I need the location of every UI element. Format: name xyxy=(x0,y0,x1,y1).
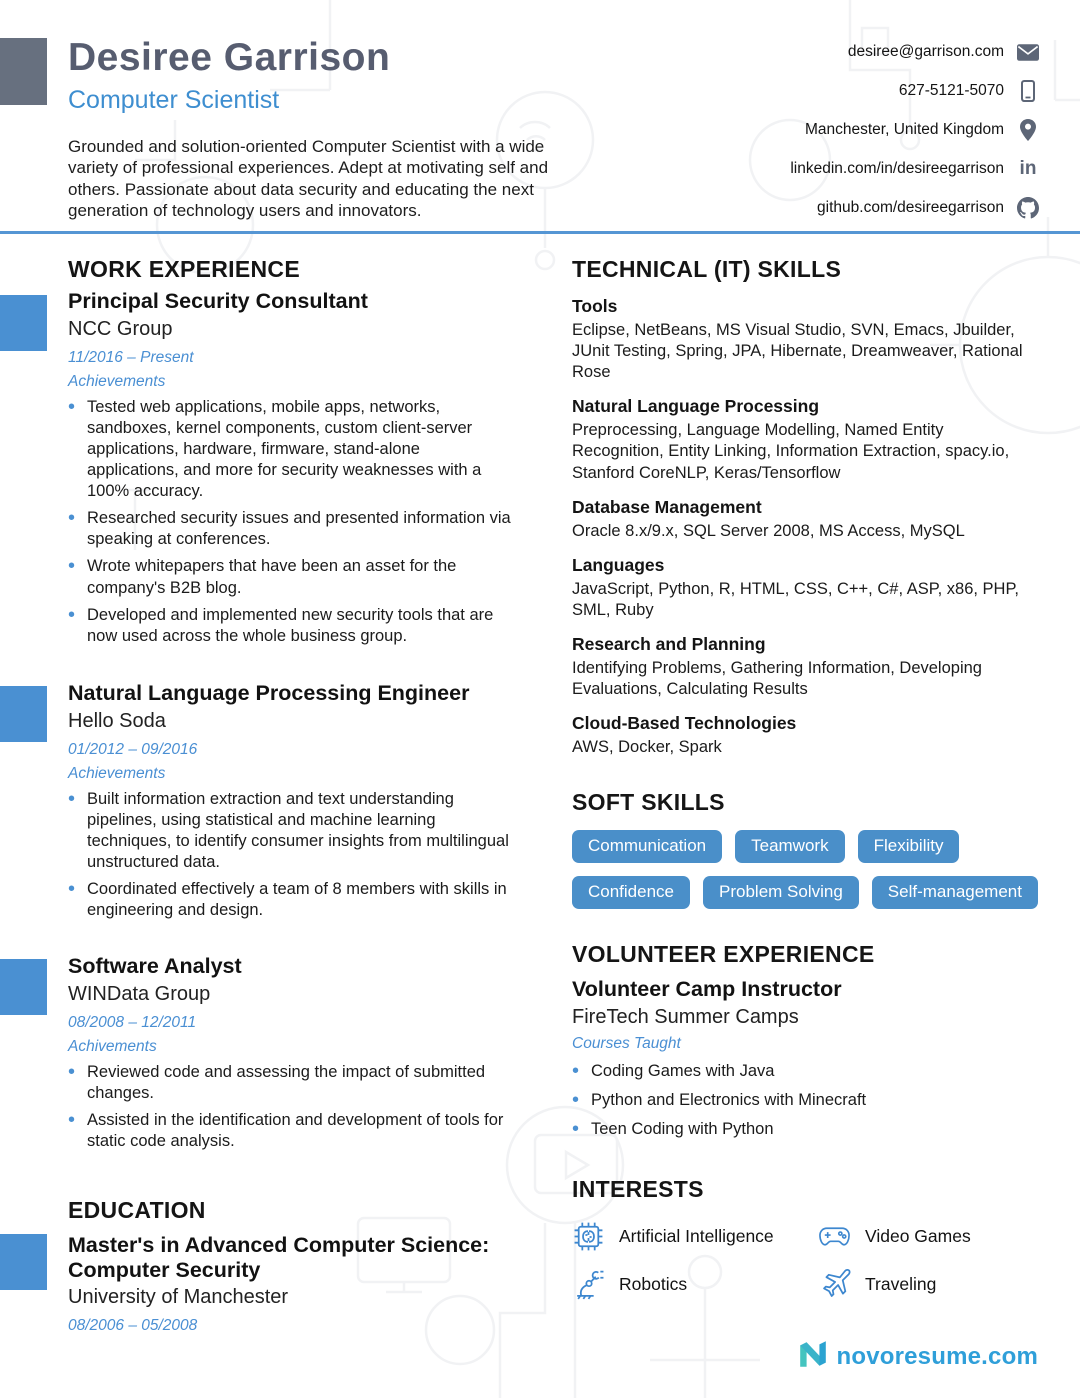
volunteer-courses-label: Courses Taught xyxy=(572,1034,681,1052)
job-dates: 01/2012 – 09/2016 xyxy=(68,740,198,758)
interest-label: Artificial Intelligence xyxy=(619,1226,774,1246)
gamepad-icon xyxy=(818,1220,851,1253)
linkedin-icon: in xyxy=(1019,158,1037,179)
section-marker-square xyxy=(0,1234,47,1290)
volunteer-bullet-list xyxy=(572,1061,1034,1140)
skill-group-body: JavaScript, Python, R, HTML, CSS, C++, C#, ASP, x86, PHP, SML, Ruby xyxy=(572,579,1019,619)
skill-group-title: Research and Planning xyxy=(572,633,766,654)
bullet-item: • Assisted in the identification and development of tools for static code analysis. xyxy=(68,1110,513,1152)
job-entry xyxy=(68,954,513,1152)
section-marker-square xyxy=(0,686,47,742)
bullet-item: • Coordinated effectively a team of 8 members with skills in engineering and design. xyxy=(68,879,513,921)
person-job-title: Computer Scientist xyxy=(68,86,280,114)
job-title: Natural Language Processing Engineer xyxy=(68,681,470,705)
job-bullet-list xyxy=(68,397,513,647)
section-heading-education: EDUCATION xyxy=(68,1197,206,1223)
profile-summary: Grounded and solution-oriented Computer Scientist with a wide variety of professional experiences. Adept at motivating self and others. Passionate about data security and educating the next generation of technology users and innovators. xyxy=(68,137,549,221)
soft-skill-pill: Teamwork xyxy=(735,830,844,863)
soft-skill-pill: Self-management xyxy=(872,876,1038,909)
skill-group-title: Natural Language Processing xyxy=(572,396,820,417)
location-pin-icon xyxy=(1016,118,1040,142)
contact-github[interactable] xyxy=(790,196,1040,220)
interest-item xyxy=(572,1220,818,1253)
technical-skills-section xyxy=(572,256,1034,758)
job-bullet-list xyxy=(68,789,513,922)
interest-item xyxy=(818,1220,1047,1253)
job-achievements-label: Achievements xyxy=(68,764,166,782)
skill-group-title: Database Management xyxy=(572,496,762,517)
job-achievements-label: Achivements xyxy=(68,1037,157,1055)
header xyxy=(68,36,578,222)
interest-label: Video Games xyxy=(865,1226,971,1246)
bullet-item: • Python and Electronics with Minecraft xyxy=(572,1090,1034,1111)
brand-text: novoresume.com xyxy=(836,1342,1038,1370)
volunteer-org: FireTech Summer Camps xyxy=(572,1005,799,1028)
interest-grid xyxy=(572,1220,1047,1301)
skill-group-title: Cloud-Based Technologies xyxy=(572,713,797,734)
education-section xyxy=(68,1197,528,1335)
skill-group xyxy=(572,555,1034,621)
job-dates: 11/2016 – Present xyxy=(68,348,194,366)
section-heading-interests: INTERESTS xyxy=(572,1176,704,1202)
education-school: University of Manchester xyxy=(68,1286,289,1309)
soft-skill-pills xyxy=(572,830,1047,909)
interests-section xyxy=(572,1176,1047,1301)
robot-arm-icon xyxy=(572,1268,605,1301)
phone-icon xyxy=(1016,79,1040,103)
soft-skill-pill: Flexibility xyxy=(858,830,960,863)
soft-skills-section xyxy=(572,789,1047,909)
bullet-item: • Coding Games with Java xyxy=(572,1061,1034,1082)
skill-group-body: AWS, Docker, Spark xyxy=(572,738,722,757)
interest-label: Traveling xyxy=(865,1274,937,1294)
section-heading-soft-skills: SOFT SKILLS xyxy=(572,789,725,815)
bullet-item: • Researched security issues and presented information via speaking at conferences. xyxy=(68,508,513,550)
job-bullet-list xyxy=(68,1062,513,1152)
interest-label: Robotics xyxy=(619,1274,688,1294)
job-entry xyxy=(68,289,513,647)
contact-phone-text: 627-5121-5070 xyxy=(898,82,1004,99)
bullet-item: • Teen Coding with Python xyxy=(572,1119,1034,1140)
contact-linkedin-text: linkedin.com/in/desireegarrison xyxy=(790,160,1004,177)
ai-chip-icon xyxy=(572,1220,605,1253)
skill-group xyxy=(572,713,1034,758)
education-dates: 08/2006 – 05/2008 xyxy=(68,1317,198,1335)
volunteer-title: Volunteer Camp Instructor xyxy=(572,977,842,1001)
contact-location xyxy=(790,118,1040,142)
interest-item xyxy=(818,1268,1047,1301)
skill-group-body: Eclipse, NetBeans, MS Visual Studio, SVN, Emacs, Jbuilder, JUnit Testing, Spring, JPA, Hibernate, Dreamweaver, Rational Rose xyxy=(572,321,1023,382)
education-degree: Master's in Advanced Computer Science: Computer Security xyxy=(68,1233,490,1282)
job-company: WINData Group xyxy=(68,982,211,1005)
section-marker-square xyxy=(0,959,47,1015)
job-title: Principal Security Consultant xyxy=(68,289,368,313)
bullet-item: • Wrote whitepapers that have been an asset for the company's B2B blog. xyxy=(68,556,513,598)
contact-email-text: desiree@garrison.com xyxy=(847,43,1004,60)
job-title: Software Analyst xyxy=(68,954,242,978)
person-name: Desiree Garrison xyxy=(68,36,391,79)
contact-phone xyxy=(790,79,1040,103)
soft-skill-pill: Communication xyxy=(572,830,722,863)
airplane-icon xyxy=(818,1268,851,1301)
soft-skill-pill: Confidence xyxy=(572,876,690,909)
job-entry xyxy=(68,681,513,921)
skill-group xyxy=(572,396,1034,483)
job-dates: 08/2008 – 12/2011 xyxy=(68,1013,197,1031)
skill-group xyxy=(572,497,1034,542)
contact-github-text: github.com/desireegarrison xyxy=(817,199,1004,216)
skill-group-body: Identifying Problems, Gathering Information, Developing Evaluations, Calculating Results xyxy=(572,658,982,699)
section-heading-volunteer: VOLUNTEER EXPERIENCE xyxy=(572,941,875,967)
section-marker-square xyxy=(0,295,47,351)
github-icon xyxy=(1016,196,1040,220)
job-company: Hello Soda xyxy=(68,709,166,732)
skill-group-body: Oracle 8.x/9.x, SQL Server 2008, MS Access, MySQL xyxy=(572,521,965,540)
section-heading-work-experience: WORK EXPERIENCE xyxy=(68,256,300,282)
header-accent-square xyxy=(0,38,47,105)
interest-item xyxy=(572,1268,818,1301)
contact-linkedin[interactable] xyxy=(790,157,1040,181)
skill-group-body: Preprocessing, Language Modelling, Named Entity Recognition, Entity Linking, Information Extraction, spacy.io, Stanford CoreNLP, Keras/Tensorflow xyxy=(572,421,1010,482)
contact-email[interactable] xyxy=(790,40,1040,64)
volunteer-section xyxy=(572,941,1034,1140)
novoresume-brand-link[interactable] xyxy=(797,1339,1038,1374)
section-heading-technical-skills: TECHNICAL (IT) SKILLS xyxy=(572,256,842,282)
email-icon xyxy=(1016,40,1040,64)
novoresume-logo-icon xyxy=(797,1339,829,1374)
soft-skill-pill: Problem Solving xyxy=(703,876,859,909)
job-achievements-label: Achievements xyxy=(68,372,166,390)
job-company: NCC Group xyxy=(68,317,173,340)
contact-info xyxy=(790,40,1040,220)
skill-group xyxy=(572,634,1034,700)
bullet-item: • Developed and implemented new security tools that are now used across the whole business group. xyxy=(68,605,513,647)
bullet-item: • Tested web applications, mobile apps, networks, sandboxes, kernel components, custom client-server applications, hardware, firmware, stand-alone applications, and more for security weaknesses with a 100% accuracy. xyxy=(68,397,513,503)
skill-group-title: Tools xyxy=(572,296,618,316)
bullet-item: • Reviewed code and assessing the impact of submitted changes. xyxy=(68,1062,513,1104)
skill-group xyxy=(572,296,1034,383)
skill-group-title: Languages xyxy=(572,554,665,575)
bullet-item: • Built information extraction and text understanding pipelines, using statistical and machine learning techniques, to identify consumer insights from multilingual unstructured data. xyxy=(68,789,513,873)
contact-location-text: Manchester, United Kingdom xyxy=(804,121,1004,138)
header-divider-line xyxy=(0,231,1080,234)
